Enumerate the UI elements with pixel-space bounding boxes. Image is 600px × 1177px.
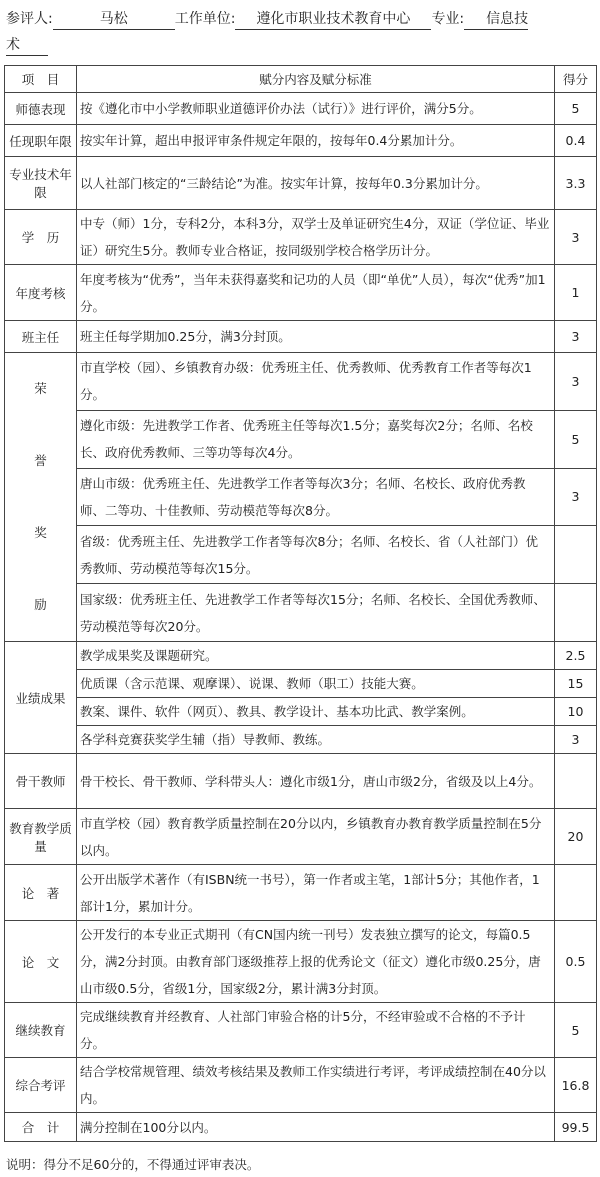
- table-row: [5, 865, 597, 921]
- row-score: 15: [555, 670, 597, 698]
- honor-char: 誉: [34, 453, 47, 468]
- row-score: 3: [555, 726, 597, 754]
- major-name: 信息技: [464, 9, 528, 30]
- row-content: 各学科竞赛获奖学生辅（指）导教师、教练。: [77, 726, 555, 754]
- row-content: 满分控制在100分以内。: [77, 1113, 555, 1142]
- document-header: [6, 6, 594, 58]
- table-row: [5, 726, 597, 754]
- row-content: 中专（师）1分，专科2分，本科3分，双学士及单证研究生4分，双证（学位证、毕业证）研究生5分。教师专业合格证，按同级别学校合格学历计分。: [77, 210, 555, 265]
- row-item: 年度考核: [5, 265, 77, 321]
- table-header-row: [5, 66, 597, 93]
- row-score: 5: [555, 93, 597, 125]
- row-content: 市直学校（园）教育教学质量控制在20分以内，乡镇教育办教育教学质量控制在5分以内。: [77, 809, 555, 865]
- unit-name: 遵化市职业技术教育中心: [235, 9, 431, 30]
- row-content: 国家级：优秀班主任、先进教学工作者等每次15分；名师、名校长、全国优秀教师、劳动模范等每次20分。: [77, 584, 555, 642]
- row-content: 按《遵化市中小学教师职业道德评价办法（试行）》进行评价，满分5分。: [77, 93, 555, 125]
- reviewer-name: 马松: [53, 9, 175, 30]
- table-row: [5, 698, 597, 726]
- row-content: 优质课（含示范课、观摩课）、说课、教师（职工）技能大赛。: [77, 670, 555, 698]
- row-score: 5: [555, 410, 597, 468]
- honor-char: 励: [34, 597, 47, 612]
- table-row: [5, 321, 597, 353]
- row-content: 按实年计算，超出申报评审条件规定年限的，按每年0.4分累加计分。: [77, 125, 555, 157]
- honor-char: 荣: [34, 381, 47, 396]
- header-score: 得分: [555, 66, 597, 93]
- row-score: [555, 526, 597, 584]
- row-content: 市直学校（园）、乡镇教育办级：优秀班主任、优秀教师、优秀教育工作者等每次1分。: [77, 353, 555, 411]
- row-item: 学 历: [5, 210, 77, 265]
- header-item: 项 目: [5, 66, 77, 93]
- table-row: [5, 584, 597, 642]
- row-content: 结合学校常规管理、绩效考核结果及教师工作实绩进行考评，考评成绩控制在40分以内。: [77, 1058, 555, 1113]
- table-row: [5, 642, 597, 670]
- row-item: 教育教学质量: [5, 809, 77, 865]
- row-item: 师德表现: [5, 93, 77, 125]
- table-row: [5, 468, 597, 526]
- row-content: 遵化市级：先进教学工作者、优秀班主任等每次1.5分；嘉奖每次2分；名师、名校长、政府优秀教师、三等功等每次4分。: [77, 410, 555, 468]
- row-score: 3: [555, 321, 597, 353]
- row-score: 3: [555, 468, 597, 526]
- row-item: 继续教育: [5, 1003, 77, 1058]
- row-score: 0.4: [555, 125, 597, 157]
- row-score: 0.5: [555, 921, 597, 1003]
- footnote: 说明：得分不足60分的，不得通过评审表决。: [6, 1157, 260, 1172]
- row-score: 10: [555, 698, 597, 726]
- row-score: 99.5: [555, 1113, 597, 1142]
- row-score: 1: [555, 265, 597, 321]
- row-score: [555, 754, 597, 809]
- table-row: [5, 1058, 597, 1113]
- row-score: 3.3: [555, 157, 597, 210]
- row-content: 唐山市级：优秀班主任、先进教学工作者等每次3分；名师、名校长、政府优秀教师、二等功、十佳教师、劳动模范等每次8分。: [77, 468, 555, 526]
- row-content: 年度考核为“优秀”，当年未获得嘉奖和记功的人员（即“单优”人员），每次“优秀”加1分。: [77, 265, 555, 321]
- table-row: [5, 809, 597, 865]
- row-item: 论 著: [5, 865, 77, 921]
- table-row: [5, 157, 597, 210]
- row-score: [555, 584, 597, 642]
- table-row: [5, 265, 597, 321]
- row-item: 骨干教师: [5, 754, 77, 809]
- honor-char: 奖: [34, 525, 47, 540]
- row-item: 合 计: [5, 1113, 77, 1142]
- table-row: [5, 754, 597, 809]
- row-content: 公开出版学术著作（有ISBN统一书号），第一作者或主笔，1部计5分；其他作者，1部计1分，累加计分。: [77, 865, 555, 921]
- major-name-cont: 术: [6, 35, 48, 56]
- row-score: 2.5: [555, 642, 597, 670]
- row-item-honor: [5, 353, 77, 642]
- table-row: [5, 93, 597, 125]
- row-content: 班主任每学期加0.25分，满3分封顶。: [77, 321, 555, 353]
- table-row: [5, 210, 597, 265]
- row-content: 公开发行的本专业正式期刊（有CN国内统一刊号）发表独立撰写的论文，每篇0.5分，满2分封顶。由教育部门逐级推荐上报的优秀论文（征文）遵化市级0.25分，唐山市级0.5分，省级1分，国家级2分，累计满3分封顶。: [77, 921, 555, 1003]
- row-item: 业绩成果: [5, 642, 77, 754]
- row-item: 班主任: [5, 321, 77, 353]
- row-score: 5: [555, 1003, 597, 1058]
- major-label: 专业:: [431, 11, 465, 27]
- row-item: 任现职年限: [5, 125, 77, 157]
- unit-label: 工作单位:: [174, 11, 236, 27]
- scoring-table: [4, 65, 597, 1142]
- row-item: 论 文: [5, 921, 77, 1003]
- table-row: [5, 670, 597, 698]
- row-content: 完成继续教育并经教育、人社部门审验合格的计5分，不经审验或不合格的不予计分。: [77, 1003, 555, 1058]
- reviewer-label: 参评人:: [6, 11, 53, 27]
- table-row: [5, 1003, 597, 1058]
- row-score: 20: [555, 809, 597, 865]
- table-row: [5, 353, 597, 411]
- table-row: [5, 125, 597, 157]
- row-item: 综合考评: [5, 1058, 77, 1113]
- row-content: 教学成果奖及课题研究。: [77, 642, 555, 670]
- row-content: 省级：优秀班主任、先进教学工作者等每次8分；名师、名校长、省（人社部门）优秀教师、劳动模范等每次15分。: [77, 526, 555, 584]
- row-item: 专业技术年限: [5, 157, 77, 210]
- row-score: 16.8: [555, 1058, 597, 1113]
- header-content: 赋分内容及赋分标准: [77, 66, 555, 93]
- row-content: 教案、课件、软件（网页）、教具、教学设计、基本功比武、教学案例。: [77, 698, 555, 726]
- table-row: [5, 921, 597, 1003]
- table-row: [5, 410, 597, 468]
- row-score: 3: [555, 210, 597, 265]
- table-row: [5, 1113, 597, 1142]
- row-score: 3: [555, 353, 597, 411]
- row-content: 以人社部门核定的“三龄结论”为准。按实年计算，按每年0.3分累加计分。: [77, 157, 555, 210]
- row-content: 骨干校长、骨干教师、学科带头人：遵化市级1分，唐山市级2分，省级及以上4分。: [77, 754, 555, 809]
- table-row: [5, 526, 597, 584]
- row-score: [555, 865, 597, 921]
